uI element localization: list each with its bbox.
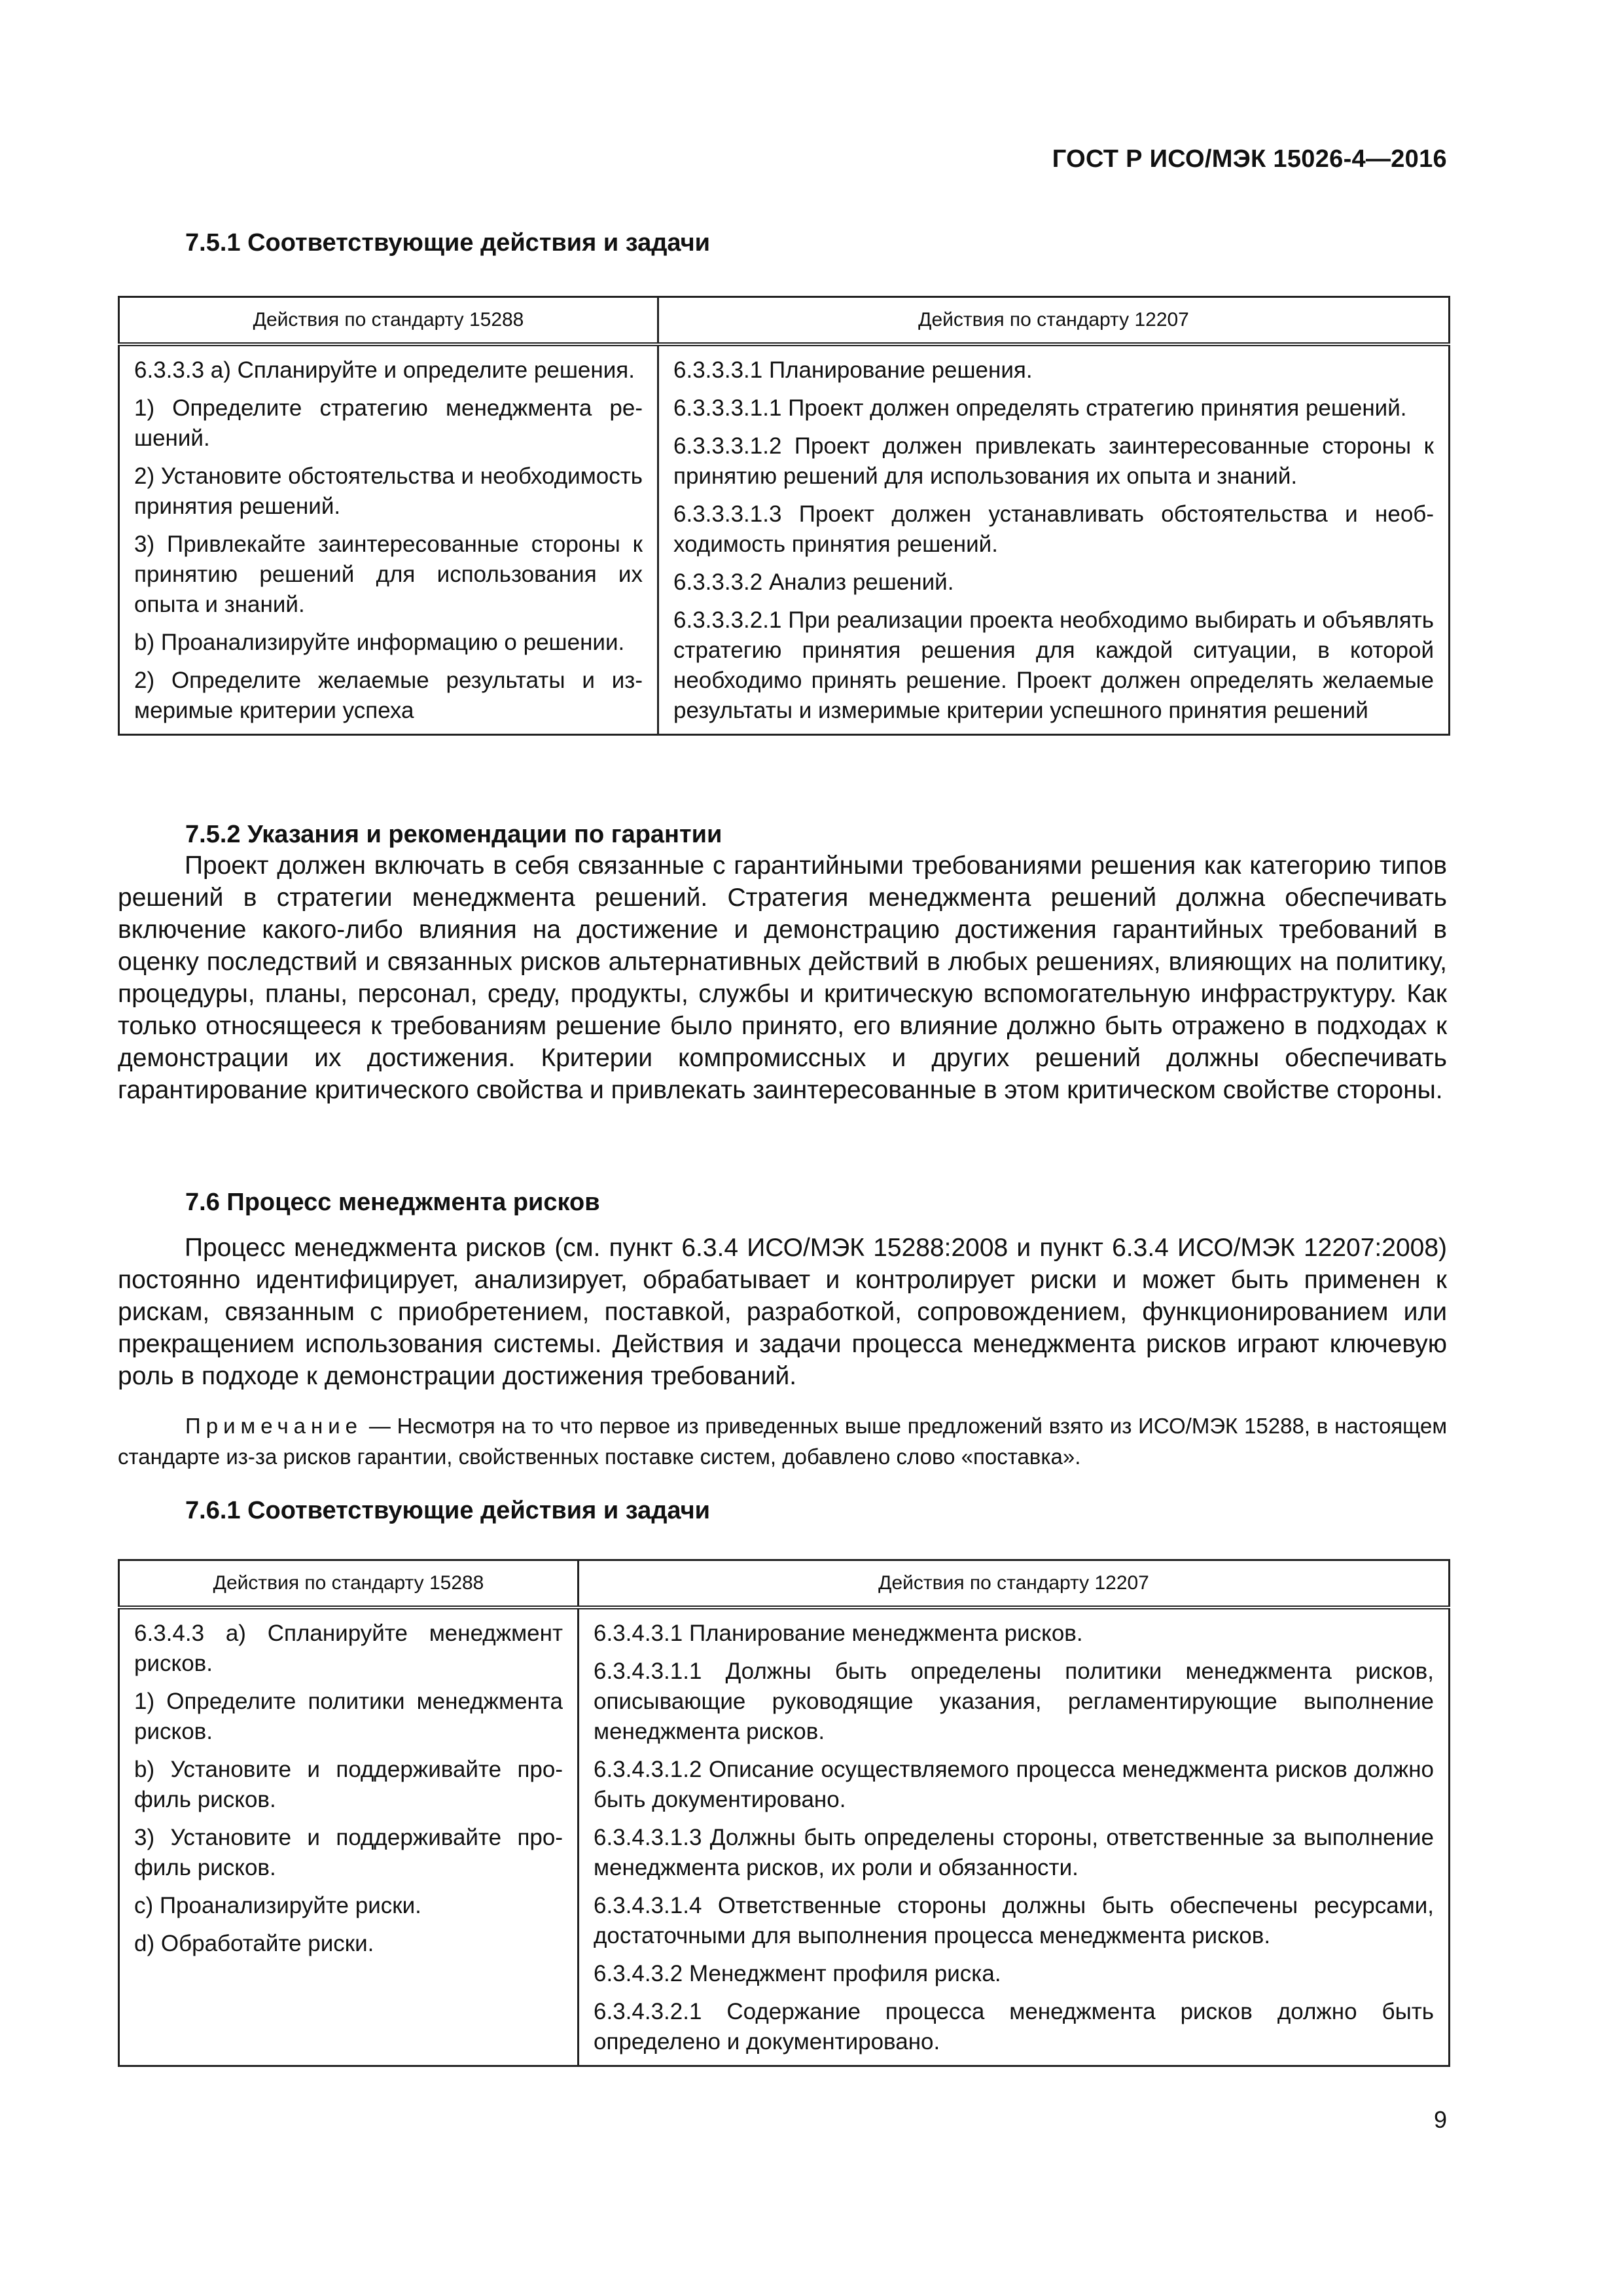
section-heading-7-6-1: 7.6.1 Соответствующие действия и задачи [185, 1497, 711, 1524]
list-item: 2) Определите желаемые результаты и измеримые критерии успеха [134, 668, 643, 723]
list-item: 6.3.4.3 a) Спланируйте менеджмент рисков. [134, 1621, 563, 1676]
table-cell-12207 [658, 344, 1450, 735]
list-item: b) Проанализируйте информацию о решении. [134, 630, 625, 655]
list-item: 6.3.4.3.1.1 Должны быть определены политики менеджмента рисков, описывающие руководящие указания, регламентирующие выполнение менеджмента рисков. [594, 1659, 1434, 1744]
list-item: 2) Установите обстоятельства и необходимость принятия решений. [134, 463, 643, 519]
note-text: — Несмотря на то что первое из приведенных выше предложений взято из ИСО/МЭК 15288, в настоящем стандарте из-за рисков гарантии, свойственных поставке систем, добавлено слово «поставка». [118, 1414, 1447, 1469]
list-item: d) Обработайте риски. [134, 1931, 374, 1956]
list-item: 1) Определите стратегию менеджмента решений. [134, 395, 643, 451]
table-cell-12207 [579, 1607, 1450, 2066]
list-item: c) Проанализируйте риски. [134, 1893, 421, 1918]
page-number: 9 [1433, 2106, 1447, 2133]
note-label: Примечание [185, 1414, 363, 1438]
list-item: 6.3.4.3.1.2 Описание осуществляемого процесса менеджмента рисков должно быть документировано. [594, 1757, 1434, 1812]
list-item: 3) Установите и поддерживайте профиль рисков. [134, 1825, 563, 1880]
column-header-12207: Действия по стандарту 12207 [579, 1560, 1450, 1608]
table-7-5-1 [118, 296, 1450, 736]
list-item: 6.3.3.3.1.2 Проект должен привлекать заинтересованные стороны к принятию решений для использования их опыта и знаний. [673, 433, 1434, 489]
column-header-15288: Действия по стандарту 15288 [119, 297, 658, 345]
column-header-12207: Действия по стандарту 12207 [658, 297, 1450, 345]
section-heading-7-5-1: 7.5.1 Соответствующие действия и задачи [185, 229, 711, 257]
paragraph-risk-management: Процесс менеджмента рисков (см. пункт 6.3.4 ИСО/МЭК 15288:2008 и пункт 6.3.4 ИСО/МЭК 12207:2008) постоянно идентифицирует, анализирует, обрабатывает и контролирует риски и может быть применен к рискам, связанным с приобретением, поставкой, разработкой, сопровождением, функционированием или прекращением использования системы. Действия и задачи процесса менеджмента рисков играют ключевую роль в подходе к демонстрации достижения требований. [118, 1234, 1447, 1390]
list-item: 6.3.4.3.1.3 Должны быть определены стороны, ответственные за выполнение менеджмента рисков, их роли и обязанности. [594, 1825, 1434, 1880]
list-item: 6.3.3.3.1.3 Проект должен устанавливать обстоятельства и необходимость принятия решений. [673, 501, 1434, 557]
table-cell-15288 [119, 344, 658, 735]
list-item: b) Установите и поддерживайте профиль рисков. [134, 1757, 563, 1812]
list-item: 6.3.3.3.1 Планирование решения. [673, 357, 1033, 383]
standard-designation: ГОСТ Р ИСО/МЭК 15026-4—2016 [1052, 145, 1447, 173]
list-item: 6.3.3.3.1.1 Проект должен определять стратегию принятия решений. [673, 395, 1407, 421]
table-header-row [119, 1560, 1450, 1608]
list-item: 3) Привлекайте заинтересованные стороны к принятию решений для использования их опыта и знаний. [134, 531, 643, 617]
list-item: 1) Определите политики менеджмента рисков. [134, 1689, 563, 1744]
list-item: 6.3.3.3.2.1 При реализации проекта необходимо выбирать и объявлять стратегию принятия решения для каждой ситуации, в которой необходимо принять решение. Проект должен определять желаемые результаты и измеримые критерии успешного принятия решений [673, 607, 1434, 723]
table-7-6-1 [118, 1559, 1450, 2067]
table-cell-15288 [119, 1607, 579, 2066]
table-row [119, 344, 1450, 735]
list-item: 6.3.4.3.1.4 Ответственные стороны должны быть обеспечены ресурсами, достаточными для выполнения процесса менеджмента рисков. [594, 1893, 1434, 1948]
section-heading-7-6: 7.6 Процесс менеджмента рисков [185, 1189, 600, 1216]
table-header-row [119, 297, 1450, 345]
list-item: 6.3.4.3.2 Менеджмент профиля риска. [594, 1961, 1001, 1986]
paragraph-assurance-guidance: Проект должен включать в себя связанные с гарантийными требованиями решения как категорию типов решений в стратегии менеджмента решений. Стратегия менеджмента решений должна обеспечивать включение какого-либо влияния на достижение и демонстрацию достижения гарантийных требований в оценку последствий и связанных рисков альтернативных действий в любых решениях, влияющих на политику, процедуры, планы, персонал, среду, продукты, службы и критическую вспомогательную инфраструктуру. Как только относящееся к требованиям решение было принято, его влияние должно быть отражено в подходах к демонстрации их достижения. Критерии компромиссных и других решений должны обеспечивать гарантирование критического свойства и привлекать заинтересованные в этом критическом свойстве стороны. [118, 852, 1447, 1104]
list-item: 6.3.3.3 a) Спланируйте и определите решения. [134, 357, 635, 383]
note [118, 1410, 1447, 1472]
section-heading-7-5-2: 7.5.2 Указания и рекомендации по гарантии [185, 821, 722, 848]
list-item: 6.3.3.3.2 Анализ решений. [673, 569, 954, 595]
table-row [119, 1607, 1450, 2066]
list-item: 6.3.4.3.1 Планирование менеджмента рисков. [594, 1621, 1083, 1646]
column-header-15288: Действия по стандарту 15288 [119, 1560, 579, 1608]
list-item: 6.3.4.3.2.1 Содержание процесса менеджмента рисков должно быть определено и документировано. [594, 1999, 1434, 2054]
